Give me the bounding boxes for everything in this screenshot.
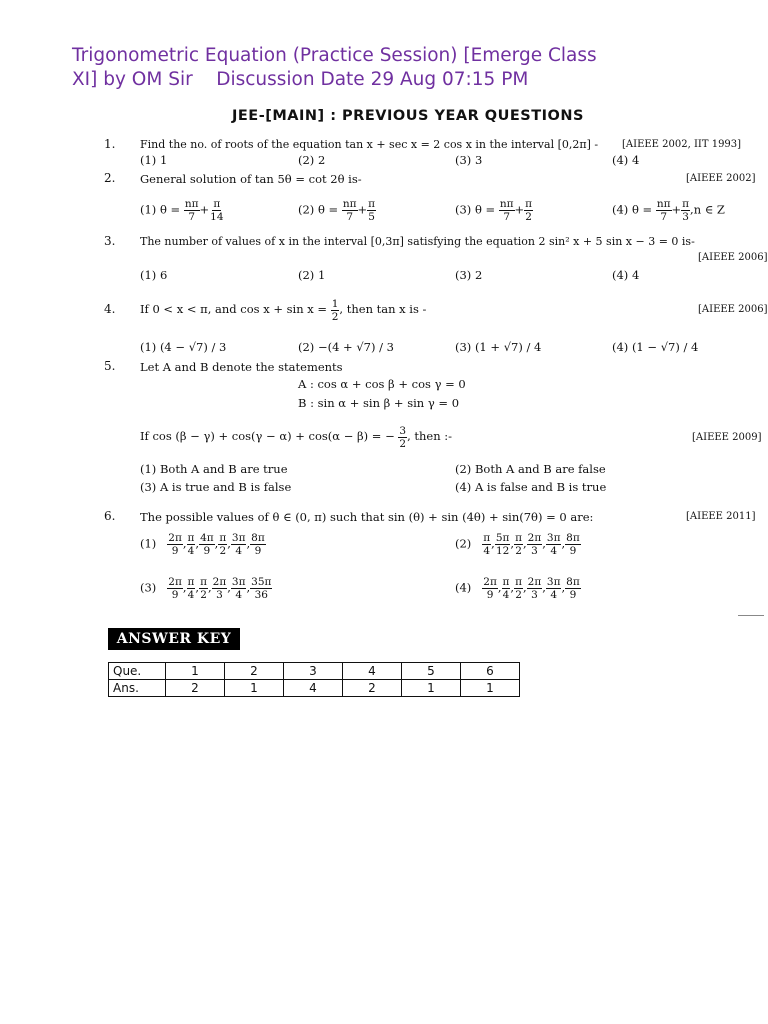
numerator: nπ [499,198,514,210]
question-text: Find the no. of roots of the equation tan x + sec x = 2 cos x in the interval [0,2π] - [140,138,599,151]
option-label: (1) θ = [140,202,181,217]
fraction [212,576,228,601]
denominator: 2 [515,545,522,557]
table-cell: 2 [166,680,225,697]
numerator: 3π [231,532,246,544]
separator: , [542,580,546,595]
divider [738,615,764,616]
separator: , [561,536,566,551]
denominator: 4 [235,589,243,601]
fraction [250,576,272,601]
operator: + [357,202,368,217]
question-number: 2. [104,171,116,185]
option: (4) A is false and B is true [455,480,607,494]
separator: , [182,580,187,595]
fraction [342,198,358,223]
question-text: General solution of tan 5θ = cot 2θ is- [140,172,362,186]
denominator: 4 [235,545,243,557]
numerator: π [682,198,690,210]
numerator: 8π [566,532,580,544]
option: (1) Both A and B are true [140,462,288,476]
numerator: 1 [331,297,339,310]
table-cell: 1 [225,680,284,697]
option [140,198,225,223]
denominator: 7 [660,211,667,223]
denominator: 9 [203,545,211,557]
denominator: 4 [483,545,491,557]
fraction [167,532,183,557]
denominator: 14 [210,211,224,223]
fraction [546,576,562,601]
fraction [546,532,562,557]
denominator: 2 [331,310,339,323]
option: (1) (4 − √7) / 3 [140,340,227,354]
condition-end: , then :- [407,429,453,443]
fraction [514,532,523,557]
fraction [231,532,247,557]
question-reference: [AIEEE 2006] [698,252,768,263]
table-cell: 2 [343,680,402,697]
denominator: 4 [187,545,195,557]
fraction [527,532,543,557]
numerator: π [368,198,376,210]
title-line-2: XI] by OM Sir Discussion Date 29 Aug 07:15 PM [72,69,529,90]
fraction [499,198,515,223]
numerator: 3π [546,576,561,588]
numerator: 5π [495,532,510,544]
fraction [367,198,376,223]
numerator: π [483,532,491,544]
separator: , [561,580,566,595]
table-cell: 4 [343,663,402,680]
question-reference: [AIEEE 2002] [686,173,756,184]
answer-key-table [108,662,520,697]
numerator: 2π [168,576,182,588]
separator: , [522,580,527,595]
answer-key-title: ANSWER KEY [108,628,240,650]
question-number: 3. [104,234,116,248]
separator: , [246,580,251,595]
table-cell: 1 [166,663,225,680]
statement-b: B : sin α + sin β + sin γ = 0 [298,396,460,410]
section-heading: JEE-[MAIN] : PREVIOUS YEAR QUESTIONS [232,108,584,124]
separator: , [246,536,251,551]
separator: , [207,580,212,595]
denominator: 7 [188,211,195,223]
numerator: 35π [251,576,272,588]
condition-text [140,422,452,450]
question-reference: [AIEEE 2002, IIT 1993] [622,139,742,150]
question-text-end: , then tan x is - [339,302,427,316]
separator: , [497,580,502,595]
numerator: π [525,198,533,210]
numerator: 3 [399,424,407,437]
separator: , [522,536,527,551]
denominator: 12 [495,545,510,557]
table-cell: 1 [402,680,461,697]
fraction [398,425,407,450]
title-line-1: Trigonometric Equation (Practice Session) [Emerge Class [72,45,597,66]
separator: , [491,536,495,551]
separator: , [195,536,200,551]
table-cell: 1 [461,680,520,697]
denominator: 2 [219,545,227,557]
option: (3) 2 [455,268,483,282]
numerator: 2π [168,532,182,544]
numerator: nπ [184,198,199,210]
separator: , [510,580,515,595]
denominator: 5 [368,211,375,223]
numerator: 2π [527,576,542,588]
document-title [72,44,692,92]
fraction [199,532,215,557]
fraction [209,198,224,223]
denominator: 9 [569,589,577,601]
option: (3) 3 [455,153,483,167]
denominator: 3 [216,589,223,601]
row-label: Que. [109,663,166,680]
denominator: 3 [682,211,689,223]
denominator: 2 [399,437,407,450]
operator: + [199,202,210,217]
table-cell: 5 [402,663,461,680]
numerator: π [213,198,221,210]
table-row [109,680,520,697]
fraction [495,532,511,557]
option-tail: ,n ∈ Z [690,202,725,217]
separator: , [227,580,231,595]
denominator: 3 [531,589,538,601]
statement-a: A : cos α + cos β + cos γ = 0 [298,377,466,391]
question-number: 4. [104,302,116,316]
numerator: nπ [656,198,671,210]
option-label: (3) [140,580,157,595]
denominator: 2 [515,589,522,601]
option-label: (4) [455,580,472,595]
numerator: 2π [483,576,497,588]
denominator: 4 [187,589,195,601]
numerator: 2π [527,532,542,544]
fraction [524,198,533,223]
option [455,576,581,601]
denominator: 2 [200,589,207,601]
option: (2) −(4 + √7) / 3 [298,340,394,354]
denominator: 7 [346,211,353,223]
numerator: π [219,532,227,544]
question-text: The number of values of x in the interval [0,3π] satisfying the equation 2 sin² x + 5 sin x − 3 = 0 is- [140,235,695,248]
question-number: 1. [104,137,116,151]
option [455,532,581,557]
table-cell: 6 [461,663,520,680]
denominator: 7 [503,211,510,223]
option-label: (2) θ = [298,202,339,217]
denominator: 4 [550,589,558,601]
fraction [681,198,690,223]
option: (1) 6 [140,268,168,282]
numerator: nπ [342,198,357,210]
fraction [250,532,266,557]
numerator: π [502,576,510,588]
denominator: 2 [525,211,532,223]
fraction [527,576,543,601]
row-label: Ans. [109,680,166,697]
numerator: π [200,576,207,588]
option [140,532,266,557]
fraction [167,576,183,601]
table-cell: 4 [284,680,343,697]
fraction [482,532,491,557]
separator: , [182,536,187,551]
option: (2) Both A and B are false [455,462,606,476]
fraction [184,198,200,223]
fraction [565,576,581,601]
question-reference: [AIEEE 2006] [698,304,768,315]
fraction [514,576,523,601]
denominator: 4 [502,589,510,601]
denominator: 9 [569,545,577,557]
option: (4) 4 [612,268,640,282]
option: (1) 1 [140,153,168,167]
denominator: 9 [171,545,179,557]
denominator: 9 [486,589,494,601]
numerator: π [187,532,195,544]
option-label: (4) θ = [612,202,653,217]
denominator: 36 [254,589,268,601]
question-text-start: If 0 < x < π, and cos x + sin x = [140,302,328,316]
question-text: Let A and B denote the statements [140,360,343,374]
numerator: 3π [231,576,246,588]
option: (4) 4 [612,153,640,167]
numerator: 4π [200,532,214,544]
question-reference: [AIEEE 2011] [686,511,756,522]
numerator: 2π [212,576,227,588]
question-text: The possible values of θ ∈ (0, π) such that sin (θ) + sin (4θ) + sin(7θ) = 0 are: [140,510,594,524]
denominator: 3 [531,545,538,557]
separator: , [214,536,219,551]
option [612,198,725,223]
separator: , [542,536,546,551]
fraction [565,532,581,557]
numerator: π [187,576,195,588]
operator: + [514,202,525,217]
condition-start: If cos (β − γ) + cos(γ − α) + cos(α − β) = − [140,429,395,443]
option [298,198,376,223]
numerator: π [515,576,522,588]
table-cell: 2 [225,663,284,680]
numerator: 8π [251,532,265,544]
fraction [218,532,227,557]
fraction [199,576,208,601]
question-text [140,295,426,323]
table-row [109,663,520,680]
operator: + [671,202,682,217]
option: (3) (1 + √7) / 4 [455,340,542,354]
separator: , [227,536,231,551]
fraction [656,198,672,223]
option-label: (3) θ = [455,202,496,217]
separator: , [195,580,200,595]
numerator: π [515,532,522,544]
option: (3) A is true and B is false [140,480,292,494]
option: (2) 1 [298,268,326,282]
option: (4) (1 − √7) / 4 [612,340,699,354]
fraction [482,576,498,601]
question-number: 5. [104,359,116,373]
option [140,576,272,601]
denominator: 9 [171,589,179,601]
option: (2) 2 [298,153,326,167]
table-cell: 3 [284,663,343,680]
denominator: 9 [254,545,262,557]
question-reference: [AIEEE 2009] [692,432,762,443]
question-number: 6. [104,509,116,523]
denominator: 4 [550,545,558,557]
option-label: (1) [140,536,157,551]
fraction [231,576,247,601]
separator: , [510,536,515,551]
option [455,198,533,223]
numerator: 8π [566,576,580,588]
option-label: (2) [455,536,472,551]
numerator: 3π [546,532,561,544]
